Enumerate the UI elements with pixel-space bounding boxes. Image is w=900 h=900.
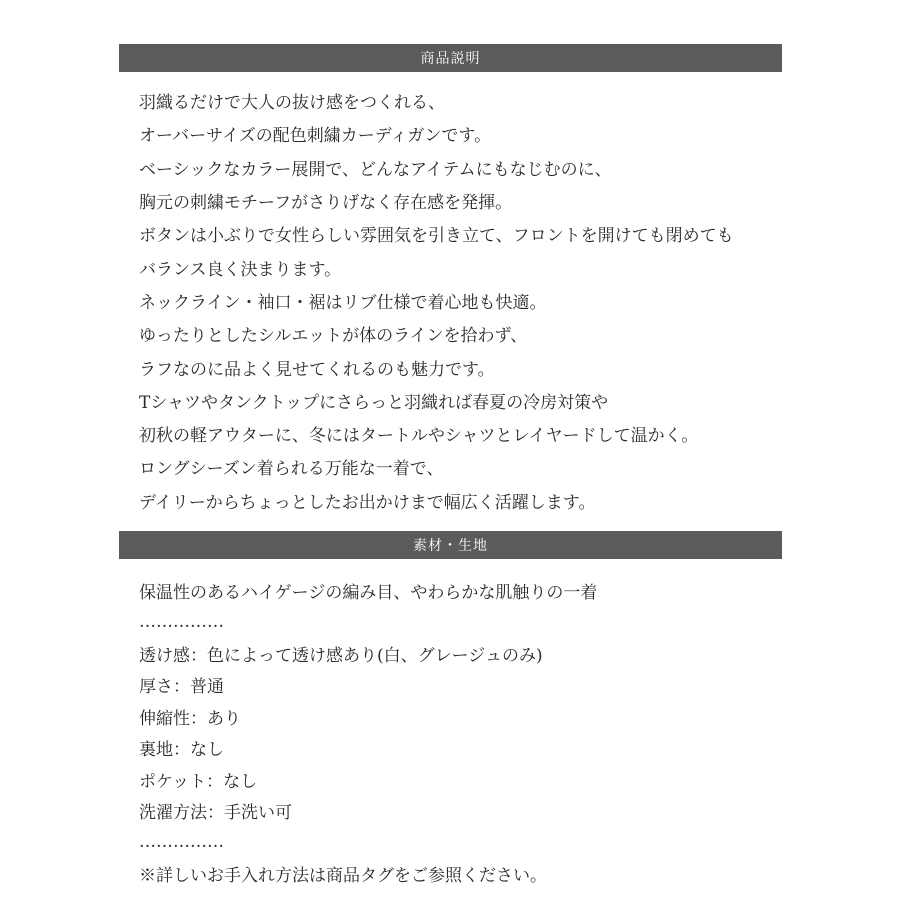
description-line: ゆったりとしたシルエットが体のラインを拾わず、	[139, 326, 528, 347]
spec-pockets: ポケット：なし	[139, 771, 258, 792]
material-fabric-header: 素材・生地	[119, 531, 782, 559]
description-line: ネックライン・袖口・裾はリブ仕様で着心地も快適。	[139, 292, 547, 313]
description-line: 羽織るだけで大人の抜け感をつくれる、	[139, 93, 445, 114]
description-line: ベーシックなカラー展開で、どんなアイテムにもなじむのに、	[139, 159, 612, 180]
description-line: ラフなのに品よく見せてくれるのも魅力です。	[139, 359, 495, 380]
description-line: 初秋の軽アウターに、冬にはタートルやシャツとレイヤードして温かく。	[139, 426, 699, 447]
material-summary: 保温性のあるハイゲージの編み目、やわらかな肌触りの一着	[139, 583, 598, 604]
product-description-text	[139, 84, 734, 517]
description-line: バランス良く決まります。	[139, 259, 342, 280]
description-line: オーバーサイズの配色刺繍カーディガンです。	[139, 126, 492, 147]
description-line: Tシャツやタンクトップにさらっと羽織れば春夏の冷房対策や	[139, 392, 609, 413]
description-line: 胸元の刺繍モチーフがさりげなく存在感を発揮。	[139, 193, 513, 214]
material-fabric-text	[139, 575, 597, 889]
spec-transparency: 透け感：色によって透け感あり(白、グレージュのみ)	[139, 645, 543, 666]
dotted-separator: ……………	[139, 612, 224, 633]
care-note: ※詳しいお手入れ方法は商品タグをご参照ください。	[139, 865, 547, 886]
dotted-separator: ……………	[139, 831, 224, 852]
description-line: ロングシーズン着られる万能な一着で、	[139, 459, 444, 480]
product-description-header: 商品説明	[119, 44, 782, 72]
description-line: ボタンは小ぶりで女性らしい雰囲気を引き立て、フロントを開けても閉めても	[139, 226, 734, 247]
spec-thickness: 厚さ：普通	[139, 677, 224, 698]
spec-lining: 裏地：なし	[139, 740, 224, 761]
spec-washing: 洗濯方法：手洗い可	[139, 802, 292, 823]
description-line: デイリーからちょっとしたお出かけまで幅広く活躍します。	[139, 492, 596, 513]
spec-stretch: 伸縮性：あり	[139, 708, 241, 729]
